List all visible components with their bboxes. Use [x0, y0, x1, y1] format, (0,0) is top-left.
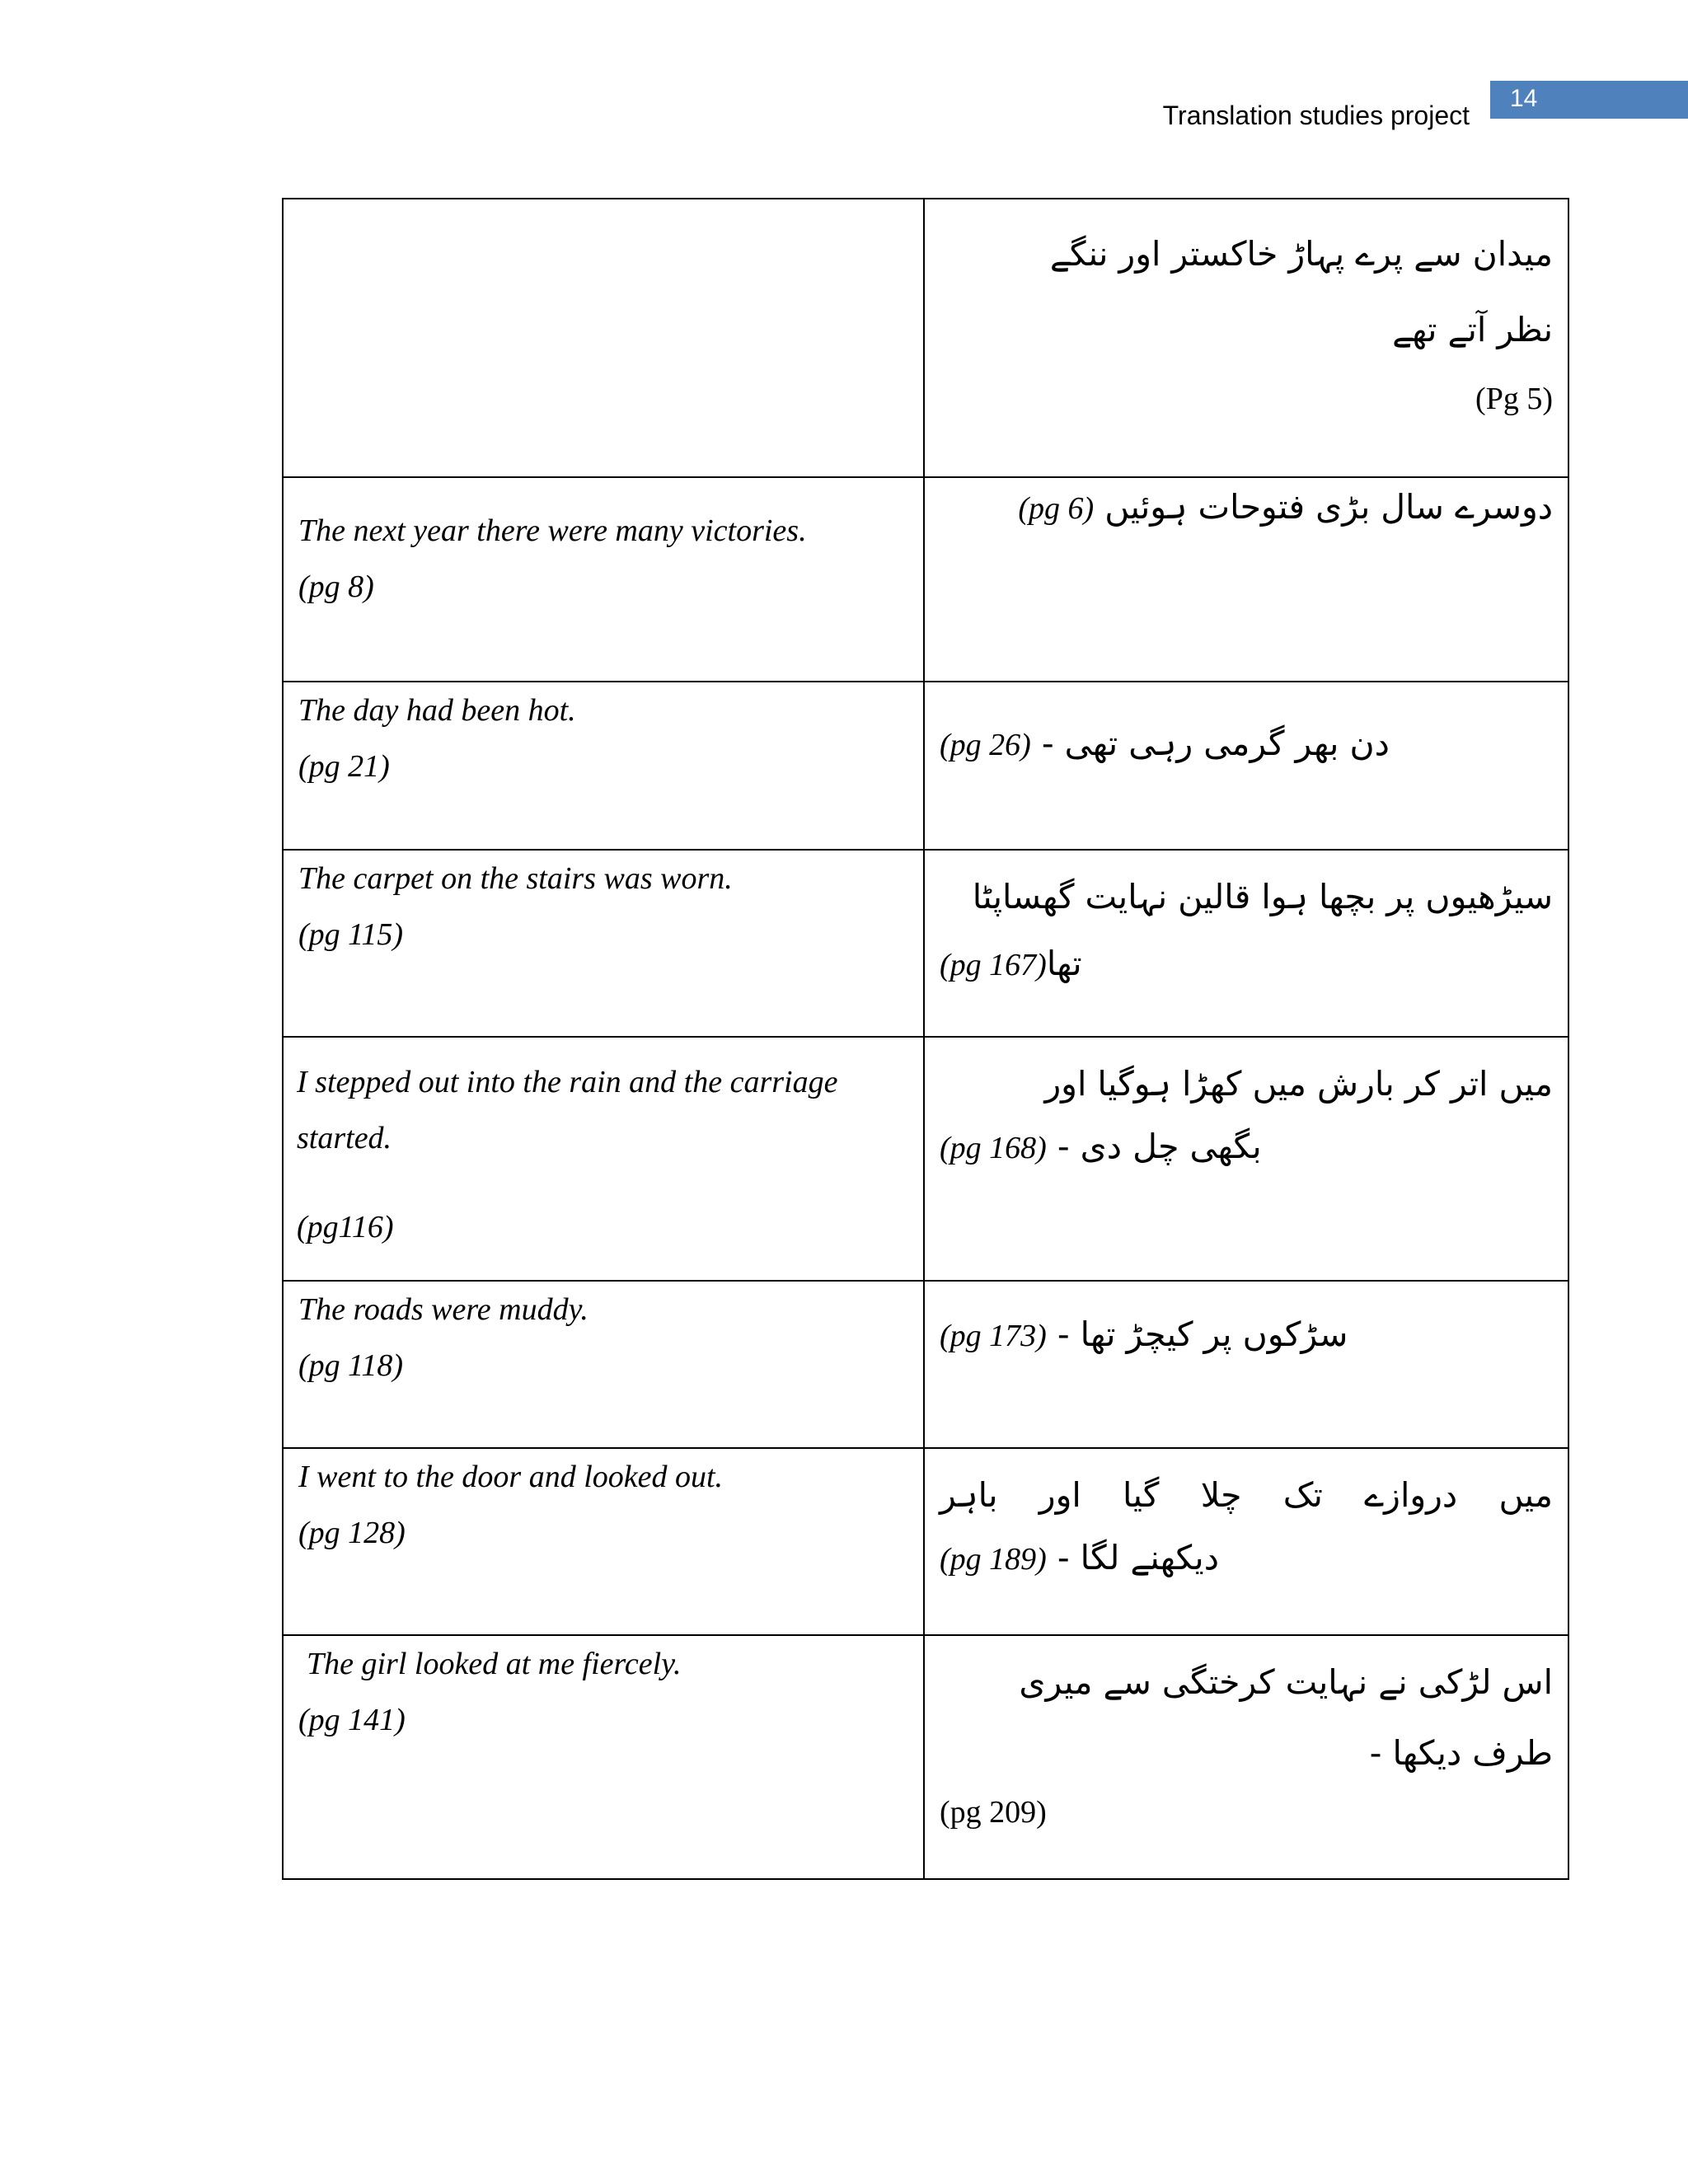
urdu-text-line: طرف دیکھا - — [1369, 1733, 1553, 1773]
urdu-cell — [924, 850, 1568, 1037]
table-row — [283, 682, 1568, 850]
urdu-text: سڑکوں پر کیچڑ تھا - — [1057, 1315, 1348, 1354]
english-cell — [283, 682, 924, 850]
urdu-page-ref: (pg 209) — [940, 1795, 1047, 1830]
table-row — [283, 850, 1568, 1037]
english-cell — [283, 1037, 924, 1281]
urdu-cell — [924, 477, 1568, 682]
urdu-cell — [924, 1635, 1568, 1879]
urdu-page-ref: (pg 26) — [940, 728, 1031, 762]
urdu-cell — [924, 199, 1568, 477]
table-row — [283, 1037, 1568, 1281]
english-page-ref: (pg116) — [297, 1210, 394, 1244]
urdu-cell — [924, 1037, 1568, 1281]
urdu-page-ref: (pg 168) — [940, 1131, 1047, 1165]
english-cell — [283, 199, 924, 477]
english-text: The girl looked at me fiercely. — [307, 1647, 682, 1681]
english-text-line: started. — [297, 1121, 392, 1155]
table-row — [283, 1635, 1568, 1879]
english-cell — [283, 850, 924, 1037]
urdu-page-ref: (pg 173) — [940, 1319, 1047, 1353]
urdu-text-line: دیکھنے لگا - — [1057, 1538, 1219, 1577]
urdu-page-ref: (Pg 5) — [1475, 382, 1553, 416]
urdu-page-ref: (pg 167) — [940, 948, 1047, 982]
urdu-text-line: نظر آتے تھے — [1392, 310, 1553, 349]
urdu-cell — [924, 682, 1568, 850]
table-row — [283, 477, 1568, 682]
urdu-cell — [924, 1281, 1568, 1448]
english-cell — [283, 477, 924, 682]
english-text: The carpet on the stairs was worn. — [298, 861, 733, 896]
english-page-ref: (pg 115) — [298, 917, 403, 952]
urdu-page-ref: (pg 6) — [1018, 491, 1095, 526]
table-row — [283, 1448, 1568, 1635]
urdu-text-line: سیڑھیوں پر بچھا ہوا قالین نہایت گھساپٹا — [972, 877, 1553, 916]
english-text: The roads were muddy. — [298, 1292, 588, 1327]
english-page-ref: (pg 141) — [298, 1703, 406, 1737]
urdu-text: دن بھر گرمی رہی تھی - — [1041, 724, 1390, 763]
page-header-title: Translation studies project — [1162, 101, 1470, 130]
urdu-cell — [924, 1448, 1568, 1635]
urdu-text-line: اس لڑکی نے نہایت کرختگی سے میری — [1019, 1662, 1553, 1702]
english-cell — [283, 1281, 924, 1448]
urdu-page-ref: (pg 189) — [940, 1542, 1047, 1577]
urdu-text-line: میں اتر کر بارش میں کھڑا ہوگیا اور — [1044, 1064, 1553, 1104]
urdu-text-line: تھا — [1046, 944, 1082, 983]
table-row — [283, 199, 1568, 477]
english-text: I went to the door and looked out. — [298, 1460, 724, 1494]
urdu-text-line: بگھی چل دی - — [1057, 1127, 1262, 1166]
urdu-text: دوسرے سال بڑی فتوحات ہوئیں — [1104, 487, 1553, 527]
urdu-text-line: میدان سے پرے پہاڑ خاکستر اور ننگے — [1049, 234, 1553, 274]
english-text: The day had been hot. — [298, 693, 576, 728]
english-cell — [283, 1448, 924, 1635]
english-page-ref: (pg 21) — [298, 749, 390, 784]
english-page-ref: (pg 128) — [298, 1516, 406, 1550]
translation-table — [282, 198, 1569, 1880]
english-text-line: I stepped out into the rain and the carriage — [297, 1065, 838, 1099]
page-number-badge — [1490, 81, 1688, 119]
urdu-text-line: میں دروازے تک چلا گیا اور باہر — [940, 1475, 1553, 1515]
english-cell — [283, 1635, 924, 1879]
english-page-ref: (pg 8) — [298, 569, 374, 604]
page-number: 14 — [1510, 85, 1538, 112]
english-text: The next year there were many victories. — [298, 513, 807, 548]
table-row — [283, 1281, 1568, 1448]
english-page-ref: (pg 118) — [298, 1348, 403, 1383]
